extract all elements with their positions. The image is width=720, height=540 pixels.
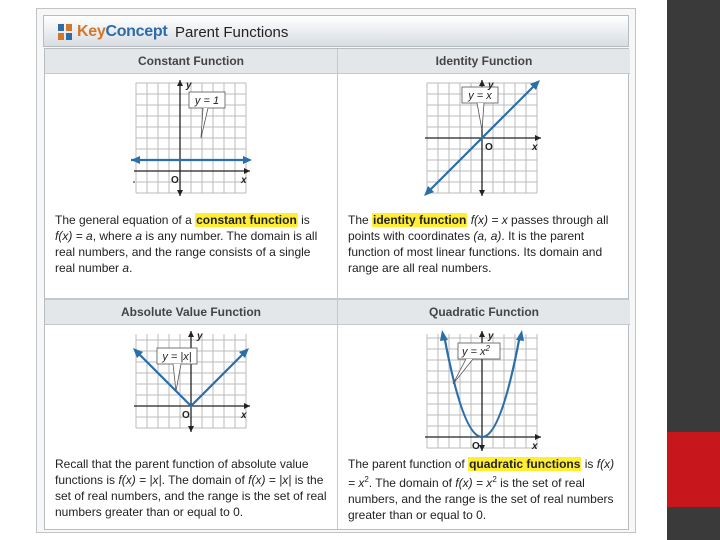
y-axis-label: y xyxy=(488,80,494,91)
absolute-value-function-label: y = |x| xyxy=(162,351,192,363)
key-concept-title: KeyConcept xyxy=(77,23,168,40)
absolute-value-function-description: Recall that the parent function of absolute value functions is f(x) = |x|. The domain of f(x) = |x| is the set of real numbers, and the range is the set of real numbers greater than or equal to 0. xyxy=(55,457,327,519)
quadratic-function-description: The parent function of quadratic functions is $f(x) = x^2$. The domain of $f(x) = x^2$ is the set of real numbers, and the range is the set of real numbers greater than or equal to 0. xyxy=(348,457,615,522)
constant-function-label: y = 1 xyxy=(194,95,220,107)
origin-label: O xyxy=(485,142,493,153)
origin-label: O xyxy=(472,441,480,452)
red-accent-block xyxy=(667,432,720,507)
identity-function-title: Identity Function xyxy=(338,49,630,74)
y-axis-label: y xyxy=(197,331,203,342)
functions-grid xyxy=(44,48,629,530)
identity-function-graph xyxy=(422,78,544,198)
absolute-value-function-cell xyxy=(45,300,337,530)
quadratic-function-graph xyxy=(422,329,544,453)
absolute-value-function-graph xyxy=(131,329,253,433)
identity-function-label: y = x xyxy=(468,90,492,102)
x-axis-label: x xyxy=(532,142,538,153)
x-axis-label: x xyxy=(532,441,538,452)
identity-function-cell xyxy=(338,49,630,298)
key-concept-header xyxy=(43,15,629,47)
constant-function-cell xyxy=(45,49,337,298)
absolute-value-function-title: Absolute Value Function xyxy=(45,300,337,325)
origin-label: O xyxy=(182,410,190,421)
quadratic-function-title: Quadratic Function xyxy=(338,300,630,325)
constant-function-description: The general equation of a constant function is f(x) = a, where a is any number. The domain is all real numbers, and the range consists of a single real number a. xyxy=(55,213,318,275)
x-axis-label: x xyxy=(241,175,247,186)
quadratic-function-cell xyxy=(338,300,630,530)
constant-function-title: Constant Function xyxy=(45,49,337,74)
key-concept-icon xyxy=(58,24,72,40)
key-concept-card xyxy=(36,8,636,533)
y-axis-label: y xyxy=(186,80,192,91)
origin-label: O xyxy=(171,175,179,186)
section-subtitle: Parent Functions xyxy=(175,24,289,41)
x-axis-label: x xyxy=(241,410,247,421)
constant-function-graph xyxy=(131,78,253,198)
identity-function-description: The identity function f(x) = x passes through all points with coordinates (a, a). It is the parent function of most linear functions. Its domain and range are all real numbers. xyxy=(348,213,609,275)
quadratic-function-label: $y = x^2$ xyxy=(462,344,490,358)
y-axis-label: y xyxy=(488,331,494,342)
